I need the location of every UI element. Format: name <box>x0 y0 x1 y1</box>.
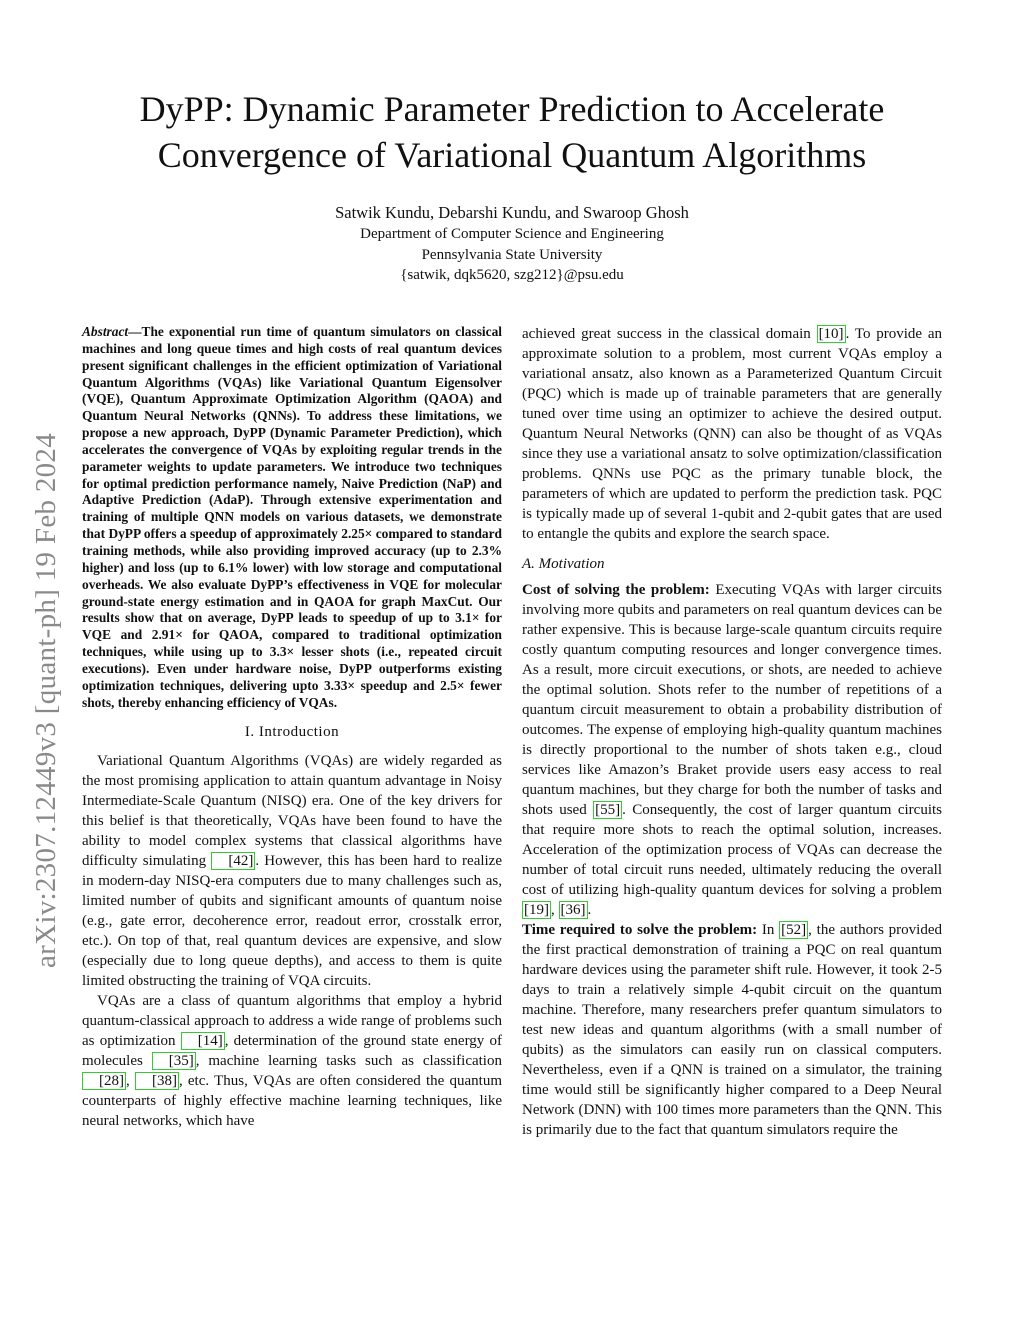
citation-link[interactable]: [42] <box>211 852 255 870</box>
subsection-heading-motivation: A. Motivation <box>522 556 605 572</box>
cost-lead: Cost of solving the problem: <box>522 582 710 598</box>
affiliation-university: Pennsylvania State University <box>421 246 603 263</box>
citation-link[interactable]: [55] <box>595 802 621 818</box>
abstract <box>82 324 502 711</box>
citation-link[interactable]: [10] <box>818 326 844 342</box>
motivation-time-paragraph: Time required to solve the problem: In [52] , the authors provided the first practical demonstration of training a PQC on real quantum hardware devices using the parameter shift rule. However, it took 2-5 days to train a relatively simple 4-qubit circuit on the quantum machine. Therefore, many researchers prefer quantum simulators to test new ideas and quantum algorithms (with a small number of qubits) as the simulators can easily run on classical computers. Nevertheless, even if a QNN is trained on a simulator, the training time would still be significantly higher compared to a Deep Neural Network (DNN) with 100 times more parameters than the QNN. This is primarily due to the fact that quantum simulators require the <box>522 922 942 1138</box>
motivation-cost-paragraph: Cost of solving the problem: Executing VQAs with larger circuits involving more qubits and parameters on real quantum devices can be rather expensive. This is because large-scale quantum circuits require costly quantum computing resources and longer convergence times. As a result, more circuit executions, or shots, are needed to achieve the optimal solution. Shots refer to the number of repetitions of a quantum circuit measurement to obtain a probability distribution of outcomes. The expense of employing high-quality quantum machines is directly proportional to the number of shots taken e.g., cloud services like Amazon’s Braket provide users easy access to real quantum machines, but they charge for both the number of tasks and shots used [55] . Consequently, the cost of larger quantum circuits that require more shots to reach the optimal solution, increases. Acceleration of the optimization process of VQAs can decrease the number of total circuit runs needed, ultimately reducing the overall cost of utilizing high-quality quantum devices for solving a problem [19] , [36] . <box>522 582 942 918</box>
citation-link[interactable]: [36] <box>560 902 586 918</box>
citation-link[interactable]: [14] <box>181 1032 225 1050</box>
intro-paragraph-2: VQAs are a class of quantum algorithms that employ a hybrid quantum-classical approach to address a wide range of problems such as optimization [14] , determination of the ground state energy of molecules [35] , machine learning tasks such as classification [28] , [38] , etc. Thus, VQAs are often considered the quantum counterparts of highly effective machine learning techniques, like neural networks, which have <box>82 993 502 1130</box>
intro-paragraph-1: Variational Quantum Algorithms (VQAs) are widely regarded as the most promising application to attain quantum advantage in Noisy Intermediate-Scale Quantum (NISQ) era. One of the key drivers for this belief is that theoretically, VQAs have been found to have the ability to model complex systems that classical algorithms have difficulty simulating [42] . However, this has been hard to realize in modern-day NISQ-era computers due to many challenges such as, limited number of qubits and significant amounts of quantum noise (e.g., gate error, decoherence error, readout error, crosstalk error, etc.). On top of that, real quantum devices are expensive, and slow (especially due to long queue depths), and access to them is quite limited obstructing the training of VQA circuits. <box>82 753 502 990</box>
arxiv-stamp: arXiv:2307.12449v3 [quant-ph] 19 Feb 2024 <box>30 432 62 968</box>
affiliation-department: Department of Computer Science and Engineering <box>360 226 664 242</box>
citation-link[interactable]: [28] <box>82 1072 126 1090</box>
abstract-label: Abstract <box>82 324 129 339</box>
author-emails: {satwik, dqk5620, szg212}@psu.edu <box>400 267 624 283</box>
abstract-text: —The exponential run time of quantum simulators on classical machines and long queue times and high costs of real quantum devices present significant challenges in the efficient optimization of Variational Quantum Algorithms (VQAs) like Variational Quantum Eigensolver (VQE), Quantum Approximate Optimization Algorithm (QAOA) and Quantum Neural Networks (QNNs). To address these limitations, we propose a new approach, DyPP (Dynamic Parameter Prediction), which accelerates the convergence of VQAs by exploiting regular trends in the parameter weights to update parameters. We introduce two techniques for optimal prediction performance namely, Naive Prediction (NaP) and Adaptive Prediction (AdaP). Through extensive experimentation and training of multiple QNN models on various datasets, we demonstrate that DyPP offers a speedup of approximately 2.25× compared to standard training methods, while also providing improved accuracy (up to 2.3% higher) and loss (up to 6.1% lower) with low storage and computational overheads. We also evaluate DyPP’s effectiveness in VQE for molecular ground-state energy estimation and in QAOA for graph MaxCut. Our results show that on average, DyPP leads to speedup of up to 3.1× for VQE and 2.91× for QAOA, compared to traditional optimization techniques, while using up to 3.3× lesser shots (i.e., repeated circuit executions). Even under hardware noise, DyPP outperforms existing optimization techniques, delivering upto 3.33× speedup and 2.5× fewer shots, thereby enhancing efficiency of VQAs. <box>82 324 502 710</box>
citation-link[interactable]: [52] <box>781 922 807 938</box>
time-lead: Time required to solve the problem: <box>522 922 758 938</box>
section-heading-introduction: I. Introduction <box>244 724 340 741</box>
intro-paragraph-3: achieved great success in the classical domain [10] . To provide an approximate solution to a problem, most current VQAs employ a variational ansatz, also known as a Parameterized Quantum Circuit (PQC) which is made up of trainable parameters that are generally tuned over time using an optimizer to achieve the desired output. Quantum Neural Networks (QNN) can also be thought of as VQAs since they use a variational ansatz to solve optimization/classification problems. QNNs use PQC as the primary tunable block, the parameters of which are updated to perform the prediction task. PQC is typically made up of several 1-qubit and 2-qubit gates that are used to entangle the qubits and explore the search space. <box>522 326 942 542</box>
citation-link[interactable]: [35] <box>152 1052 196 1070</box>
left-column <box>82 324 502 1131</box>
author-names: Satwik Kundu, Debarshi Kundu, and Swaroop Ghosh <box>335 203 689 222</box>
paper-title <box>60 86 964 178</box>
citation-link[interactable]: [38] <box>135 1072 179 1090</box>
title-line-1: DyPP: Dynamic Parameter Prediction to Accelerate <box>139 89 885 129</box>
right-column <box>522 324 942 1140</box>
citation-link[interactable]: [19] <box>524 902 549 918</box>
author-block <box>80 202 944 286</box>
title-line-2: Convergence of Variational Quantum Algorithms <box>157 135 867 175</box>
